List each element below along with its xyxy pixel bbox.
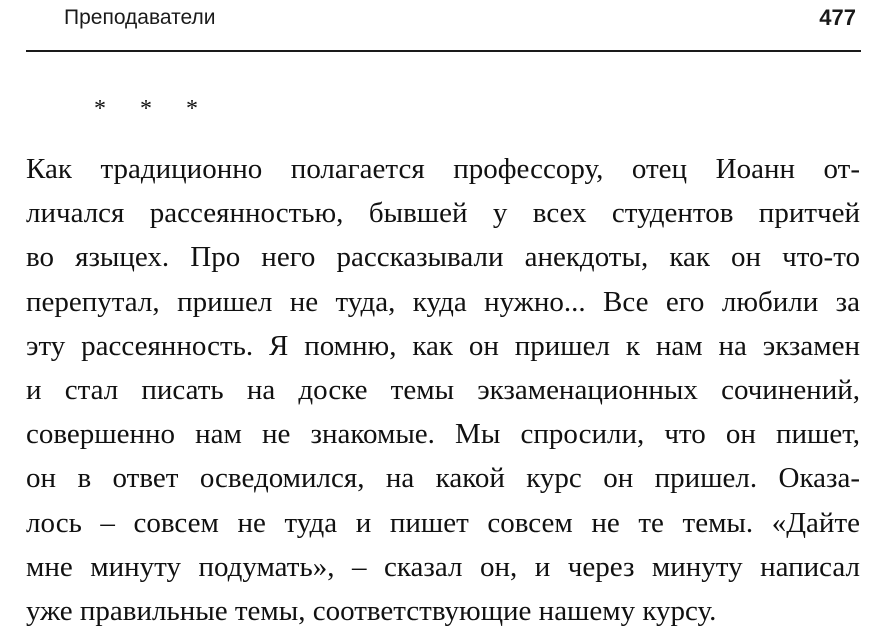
paragraph-line: совершенно нам не знакомые. Мы спросили, что он пишет, [26,418,860,451]
page-number: 477 [819,5,856,30]
paragraph-line: уже правильные темы, соответствующие нашему курсу. [26,594,717,627]
paragraph-line: перепутал, пришел не туда, куда нужно... Все его любили за [26,285,860,318]
paragraph-line: личался рассеянностью, бывшей у всех студентов притчей [26,197,860,230]
paragraph-line: мне минуту подумать», – сказал он, и через минуту написал [26,550,860,583]
paragraph-line: он в ответ осведомился, на какой курс он пришел. Оказа- [26,462,860,495]
body-paragraph [26,147,860,633]
paragraph-line: во языцех. Про него рассказывали анекдоты, как он что-то [26,241,860,274]
running-title: Преподаватели [64,6,216,29]
paragraph-line: эту рассеянность. Я помню, как он пришел к нам на экзамен [26,329,860,362]
section-separator: * * * [94,96,212,122]
paragraph-line: Как традиционно полагается профессору, отец Иоанн от- [26,153,860,185]
paragraph-line: лось – совсем не туда и пишет совсем не те темы. «Дайте [26,506,860,539]
header-divider [26,50,861,52]
paragraph-line: и стал писать на доске темы экзаменационных сочинений, [26,373,860,406]
